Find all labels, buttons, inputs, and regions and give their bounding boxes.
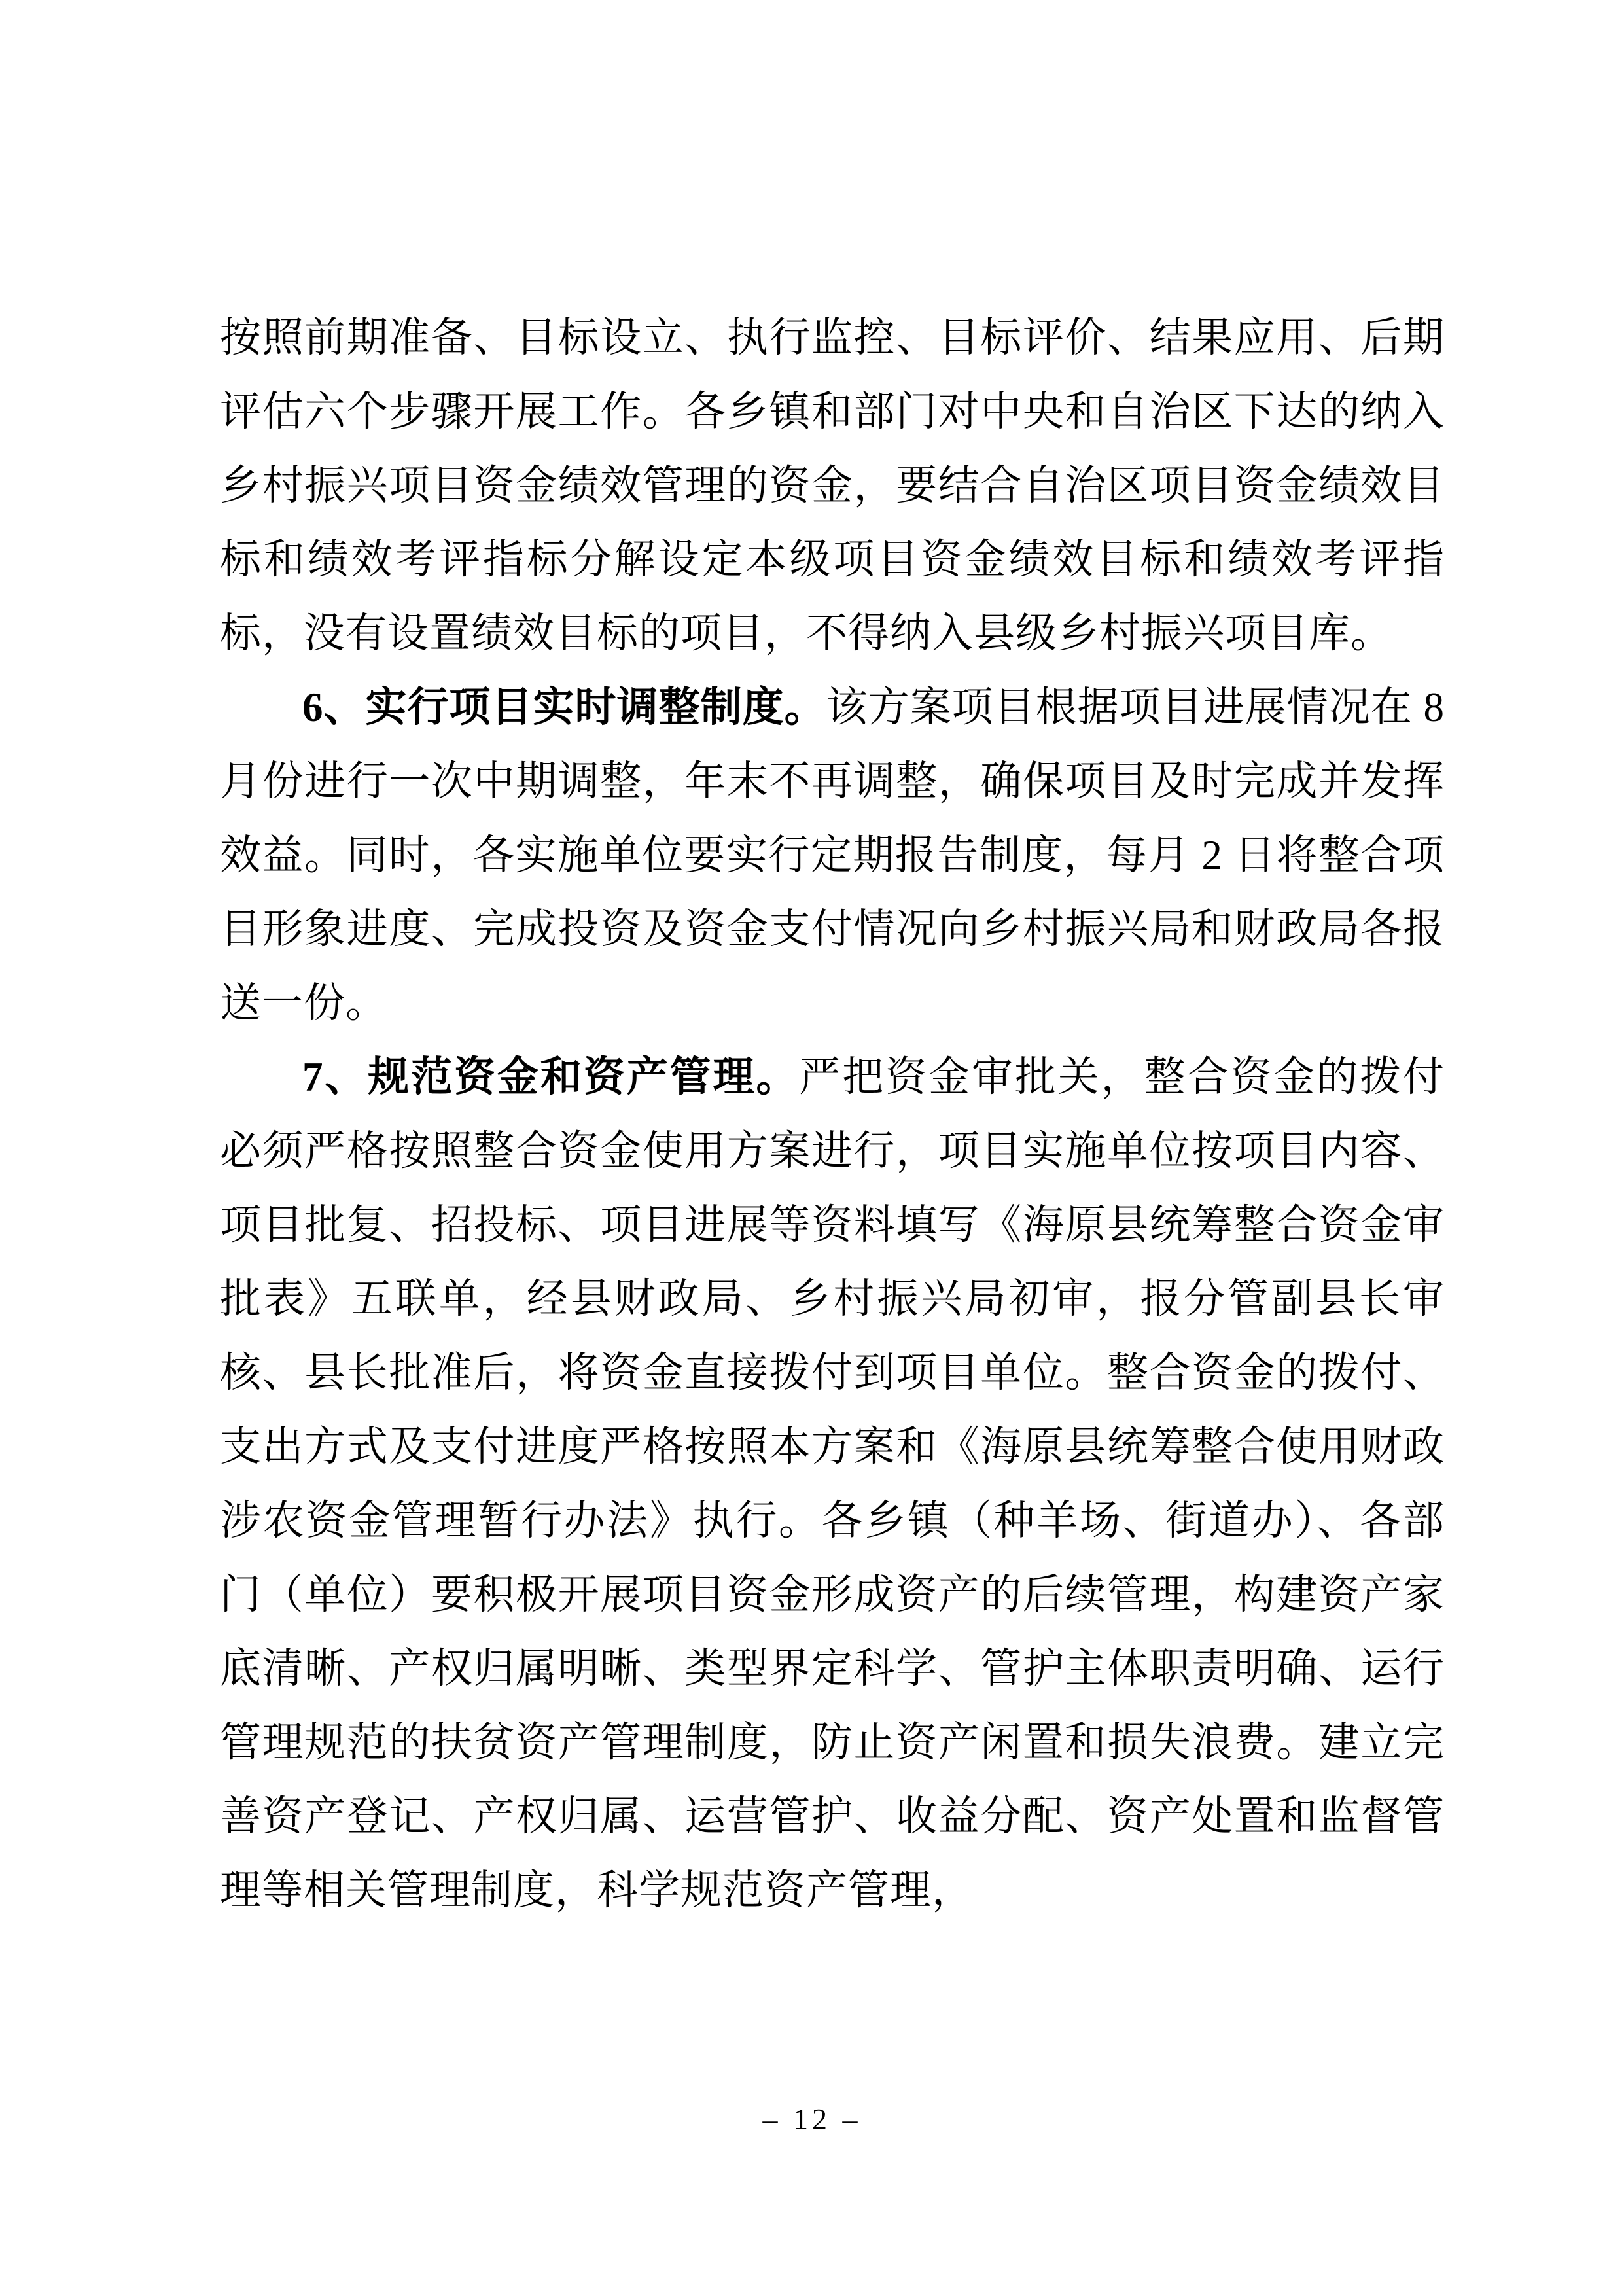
paragraph-item-7 — [220, 1040, 1445, 1928]
paragraph-text: 严把资金审批关，整合资金的拨付必须严格按照整合资金使用方案进行，项目实施单位按项目内容、项目批复、招投标、项目进展等资料填写《海原县统筹整合资金审批表》五联单，经县财政局、乡村振兴局初审，报分管副县长审核、县长批准后，将资金直接拨付到项目单位。整合资金的拨付、支出方式及支付进度严格按照本方案和《海原县统筹整合使用财政涉农资金管理暂行办法》执行。各乡镇（种羊场、街道办）、各部门（单位）要积极开展项目资金形成资产的后续管理，构建资产家底清晰、产权归属明晰、类型界定科学、管护主体职责明确、运行管理规范的扶贫资产管理制度，防止资产闲置和损失浪费。建立完善资产登记、产权归属、运营管护、收益分配、资产处置和监督管理等相关管理制度，科学规范资产管理， — [220, 1054, 1445, 1913]
page-number: – 12 – — [762, 2102, 862, 2136]
document-body — [220, 301, 1445, 1928]
paragraph-heading-6: 6、实行项目实时调整制度。 — [302, 684, 826, 730]
paragraph-item-6 — [220, 671, 1445, 1040]
paragraph-heading-7: 7、规范资金和资产管理。 — [302, 1054, 800, 1100]
paragraph-text: 该方案项目根据项目进展情况在 8 月份进行一次中期调整，年末不再调整，确保项目及时完成并发挥效益。同时，各实施单位要实行定期报告制度，每月 2 日将整合项目形象进度、完成投资及资金支付情况向乡村振兴局和财政局各报送一份。 — [220, 684, 1445, 1026]
paragraph-text: 按照前期准备、目标设立、执行监控、目标评价、结果应用、后期评估六个步骤开展工作。各乡镇和部门对中央和自治区下达的纳入乡村振兴项目资金绩效管理的资金，要结合自治区项目资金绩效目标和绩效考评指标分解设定本级项目资金绩效目标和绩效考评指标，没有设置绩效目标的项目，不得纳入县级乡村振兴项目库。 — [220, 315, 1445, 656]
paragraph-continuation — [220, 301, 1445, 671]
